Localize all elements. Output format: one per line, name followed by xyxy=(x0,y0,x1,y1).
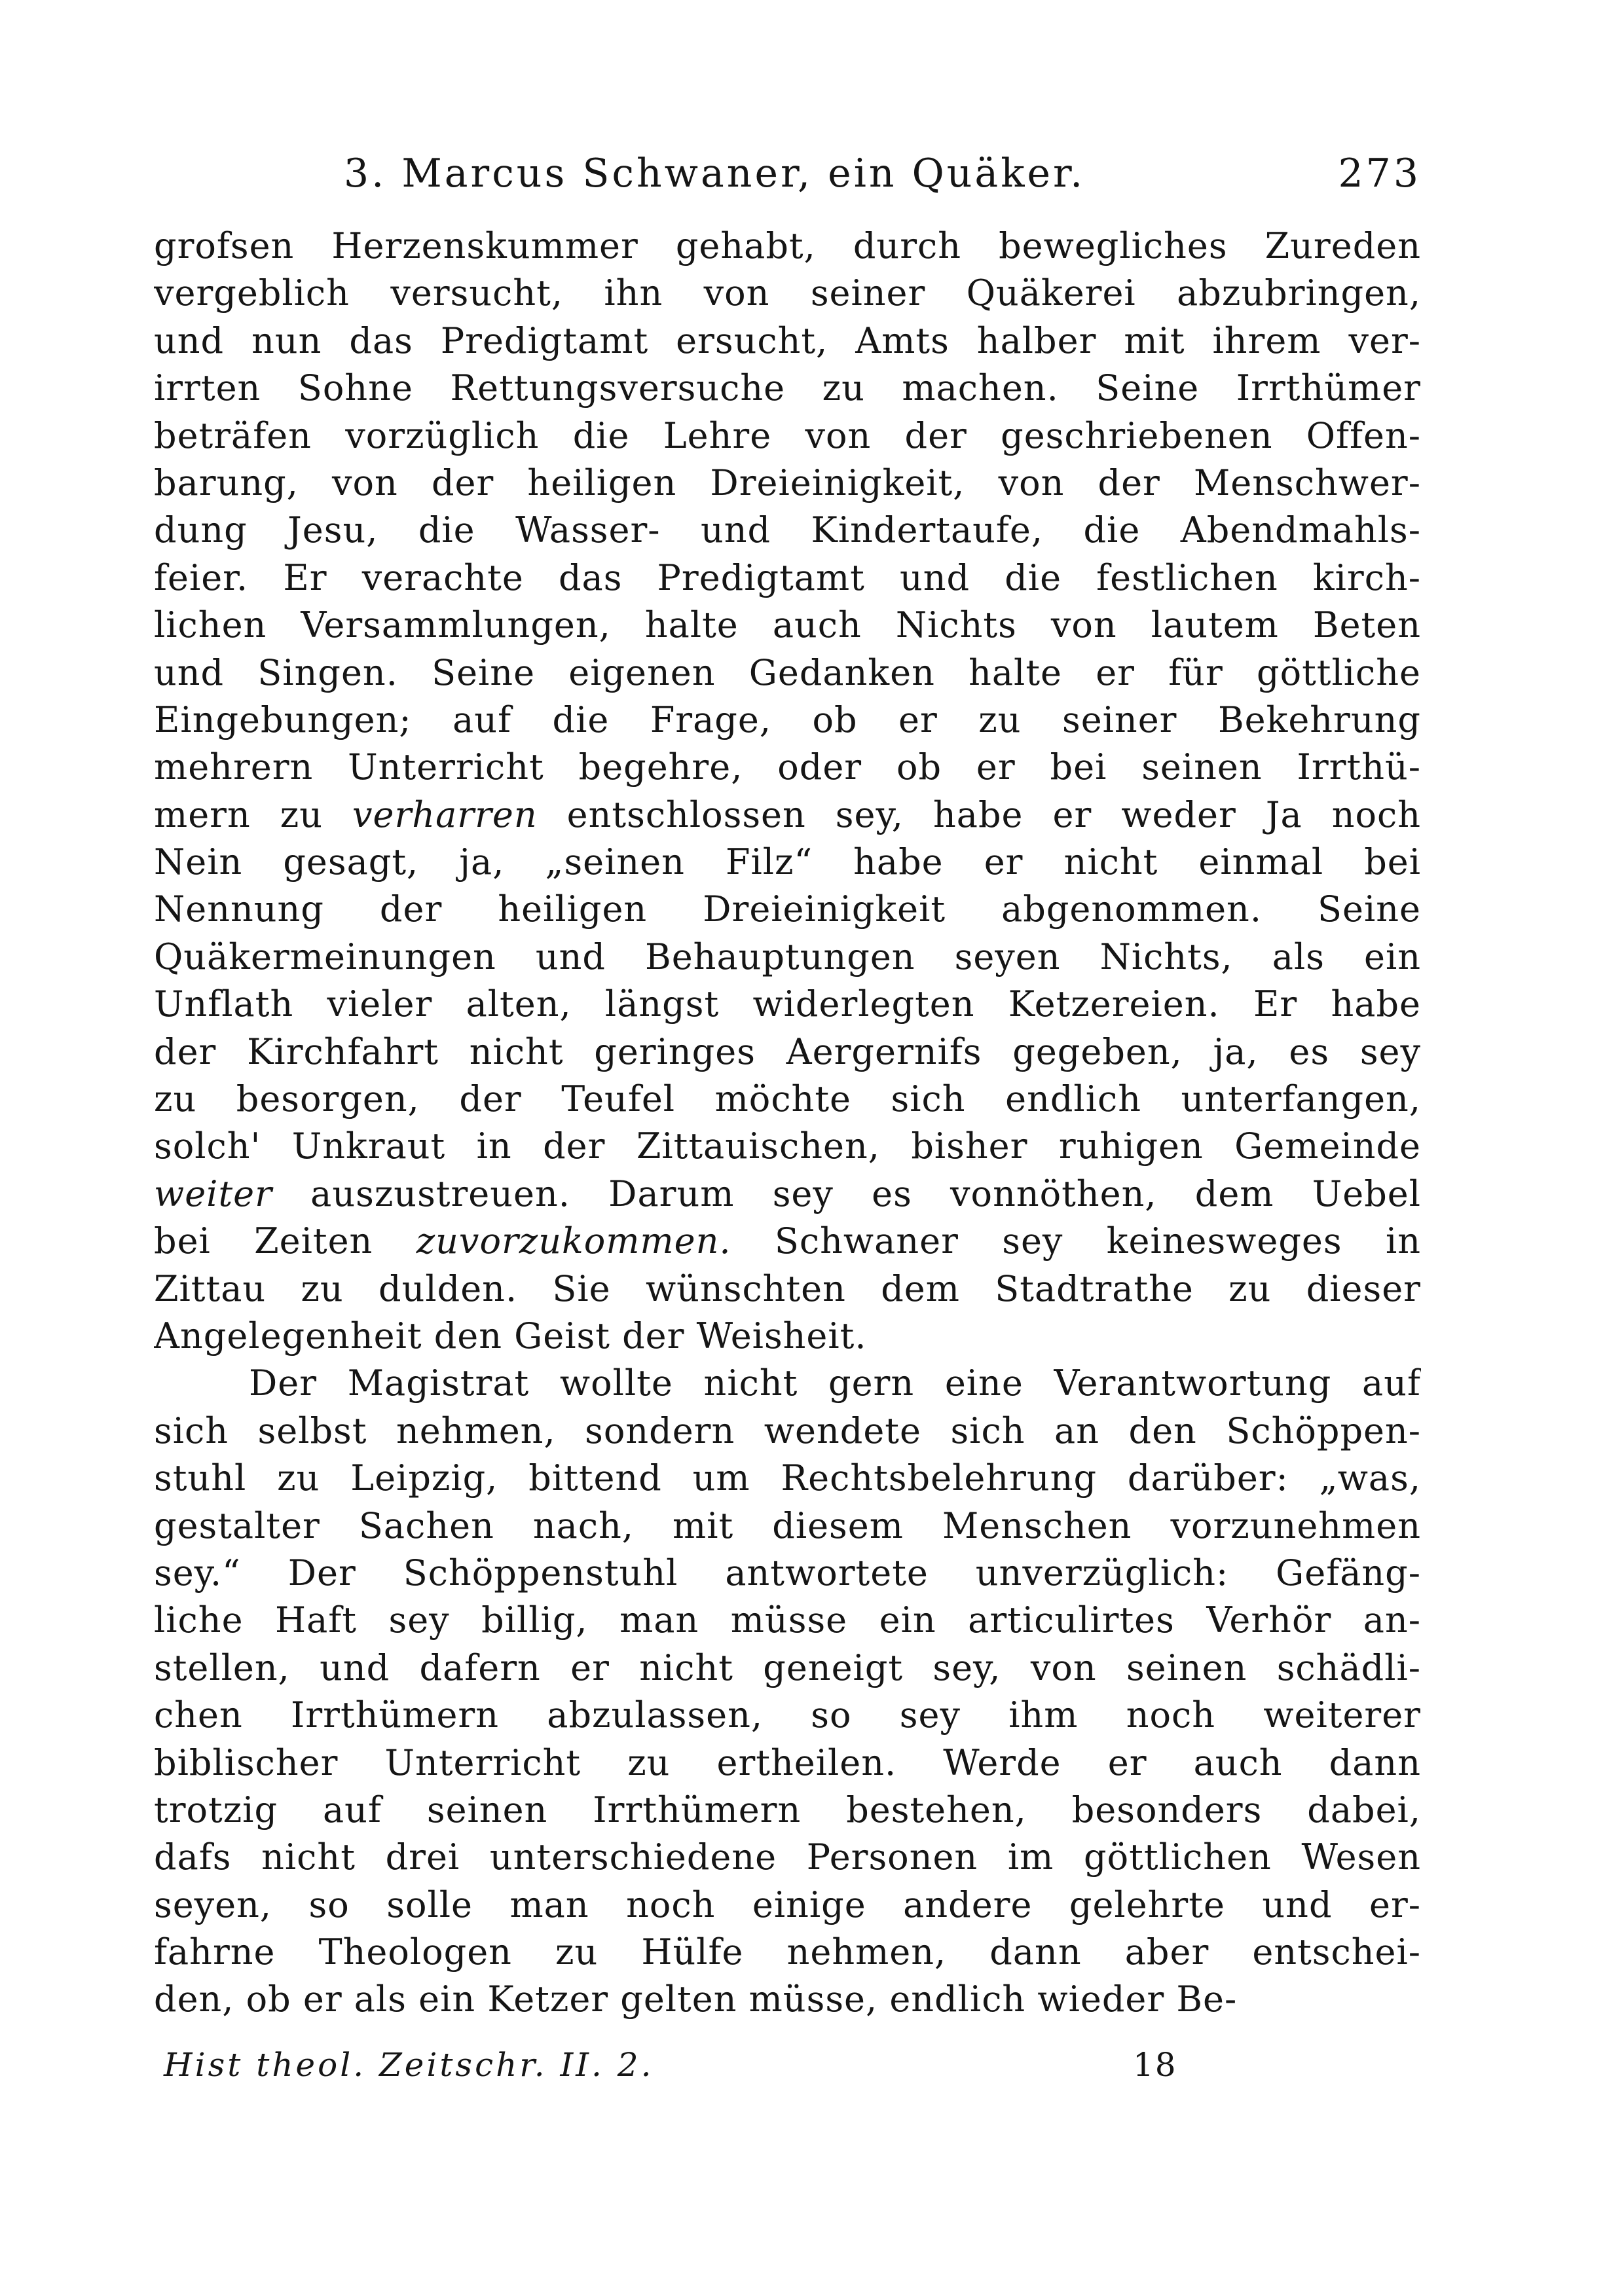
text-segment: seyen, so solle man noch einige andere gelehrte und er- xyxy=(154,1884,1421,1925)
text-segment: feier. Er verachte das Predigtamt und die festlichen kirch- xyxy=(154,556,1421,598)
text-segment: lichen Versammlungen, halte auch Nichts von lautem Beten xyxy=(154,604,1421,646)
text-segment: beträfen vorzüglich die Lehre von der geschriebenen Offen- xyxy=(154,414,1421,456)
text-segment: den, ob er als ein Ketzer gelten müsse, endlich wieder Be- xyxy=(154,1978,1238,2020)
text-line xyxy=(154,270,1421,317)
text-segment: sey.“ Der Schöppenstuhl antwortete unverzüglich: Gefäng- xyxy=(154,1552,1421,1594)
text-segment: entschlossen sey, habe er weder Ja noch xyxy=(537,793,1421,835)
text-segment: biblischer Unterricht zu ertheilen. Werde er auch dann xyxy=(154,1741,1421,1783)
text-line xyxy=(154,1266,1421,1313)
text-line xyxy=(154,1692,1421,1739)
text-line xyxy=(154,1313,1421,1360)
text-line xyxy=(154,318,1421,365)
text-line xyxy=(154,1360,1421,1407)
text-segment: und Singen. Seine eigenen Gedanken halte er für göttliche xyxy=(154,651,1421,693)
text-segment: gestalter Sachen nach, mit diesem Menschen vorzunehmen xyxy=(154,1504,1421,1546)
text-segment: Quäkermeinungen und Behauptungen seyen Nichts, als ein xyxy=(154,936,1421,977)
running-head xyxy=(154,147,1421,200)
text-segment: chen Irrthümern abzulassen, so sey ihm noch weiterer xyxy=(154,1694,1421,1736)
text-segment: auszustreuen. Darum sey es vonnöthen, dem Uebel xyxy=(272,1173,1421,1214)
text-line xyxy=(154,555,1421,602)
text-line xyxy=(154,1455,1421,1502)
text-segment: vergeblich versucht, ihn von seiner Quäkerei abzubringen, xyxy=(154,272,1421,314)
text-segment: bei Zeiten xyxy=(154,1220,416,1262)
text-segment: solch' Unkraut in der Zittauischen, bisher ruhigen Gemeinde xyxy=(154,1125,1421,1167)
text-segment: zu besorgen, der Teufel möchte sich endlich unterfangen, xyxy=(154,1078,1421,1120)
text-line xyxy=(154,1029,1421,1076)
text-segment: Nein gesagt, ja, „seinen Filz“ habe er nicht einmal bei xyxy=(154,841,1421,883)
text-segment: stuhl zu Leipzig, bittend um Rechtsbelehrung darüber: „was, xyxy=(154,1457,1421,1499)
text-segment: fahrne Theologen zu Hülfe nehmen, dann aber entschei- xyxy=(154,1931,1421,1973)
text-segment: Der Magistrat wollte nicht gern eine Verantwortung auf xyxy=(249,1362,1421,1404)
emphasis-text: verharren xyxy=(352,793,538,835)
text-segment: stellen, und dafern er nicht geneigt sey, von seinen schädli- xyxy=(154,1647,1421,1688)
text-line xyxy=(154,1882,1421,1929)
chapter-title: 3. Marcus Schwaner, ein Quäker. xyxy=(344,151,1086,196)
text-line xyxy=(154,1550,1421,1597)
body-text xyxy=(154,223,1421,2024)
text-line xyxy=(154,792,1421,839)
text-line xyxy=(154,1503,1421,1550)
text-line xyxy=(154,1123,1421,1170)
text-line xyxy=(154,1408,1421,1455)
text-line xyxy=(154,1645,1421,1692)
text-line xyxy=(154,649,1421,697)
text-segment: Eingebungen; auf die Frage, ob er zu seiner Bekehrung xyxy=(154,699,1421,740)
text-segment: liche Haft sey billig, man müsse ein articulirtes Verhör an- xyxy=(154,1599,1421,1641)
text-segment: Unflath vieler alten, längst widerlegten Ketzereien. Er habe xyxy=(154,983,1421,1025)
text-segment: irrten Sohne Rettungsversuche zu machen. Seine Irrthümer xyxy=(154,367,1421,409)
text-line xyxy=(154,886,1421,933)
text-line xyxy=(154,507,1421,554)
text-segment: Zittau zu dulden. Sie wünschten dem Stadtrathe zu dieser xyxy=(154,1267,1421,1309)
text-line xyxy=(154,1976,1421,2023)
text-line xyxy=(154,365,1421,412)
text-line xyxy=(154,1171,1421,1218)
text-line xyxy=(154,1218,1421,1265)
text-line xyxy=(154,697,1421,744)
journal-signature: Hist theol. Zeitschr. II. 2. xyxy=(164,2046,654,2084)
text-segment: dafs nicht drei unterschiedene Personen im göttlichen Wesen xyxy=(154,1836,1421,1878)
text-line xyxy=(154,839,1421,886)
text-segment: der Kirchfahrt nicht geringes Aergernifs gegeben, ja, es sey xyxy=(154,1030,1421,1072)
text-segment: sich selbst nehmen, sondern wendete sich an den Schöppen- xyxy=(154,1410,1421,1451)
emphasis-text: weiter xyxy=(154,1173,272,1214)
text-segment: und nun das Predigtamt ersucht, Amts halber mit ihrem ver- xyxy=(154,319,1421,361)
text-segment: mehrern Unterricht begehre, oder ob er bei seinen Irrthü- xyxy=(154,746,1421,788)
printer-signature-mark: 18 xyxy=(1133,2046,1177,2084)
text-line xyxy=(154,744,1421,791)
emphasis-text: zuvorzukommen. xyxy=(416,1220,731,1262)
text-line xyxy=(154,981,1421,1028)
text-line xyxy=(154,1929,1421,1976)
page-number: 273 xyxy=(1338,151,1421,196)
text-segment: grofsen Herzenskummer gehabt, durch bewegliches Zureden xyxy=(154,225,1421,266)
text-segment: Schwaner sey keinesweges in xyxy=(731,1220,1421,1262)
text-line xyxy=(154,223,1421,270)
text-line xyxy=(154,412,1421,460)
text-line xyxy=(154,602,1421,649)
text-line xyxy=(154,460,1421,507)
text-segment: Nennung der heiligen Dreieinigkeit abgenommen. Seine xyxy=(154,888,1421,930)
text-segment: dung Jesu, die Wasser- und Kindertaufe, die Abendmahls- xyxy=(154,509,1421,551)
text-line xyxy=(154,1740,1421,1787)
text-line xyxy=(154,1834,1421,1881)
text-line xyxy=(154,1076,1421,1123)
text-segment: barung, von der heiligen Dreieinigkeit, von der Menschwer- xyxy=(154,462,1421,503)
page-footer xyxy=(164,2041,1277,2088)
text-line xyxy=(154,1787,1421,1834)
text-segment: trotzig auf seinen Irrthümern bestehen, besonders dabei, xyxy=(154,1789,1421,1831)
text-segment: Angelegenheit den Geist der Weisheit. xyxy=(154,1315,867,1357)
text-segment: mern zu xyxy=(154,793,353,835)
text-line xyxy=(154,934,1421,981)
text-line xyxy=(154,1597,1421,1644)
